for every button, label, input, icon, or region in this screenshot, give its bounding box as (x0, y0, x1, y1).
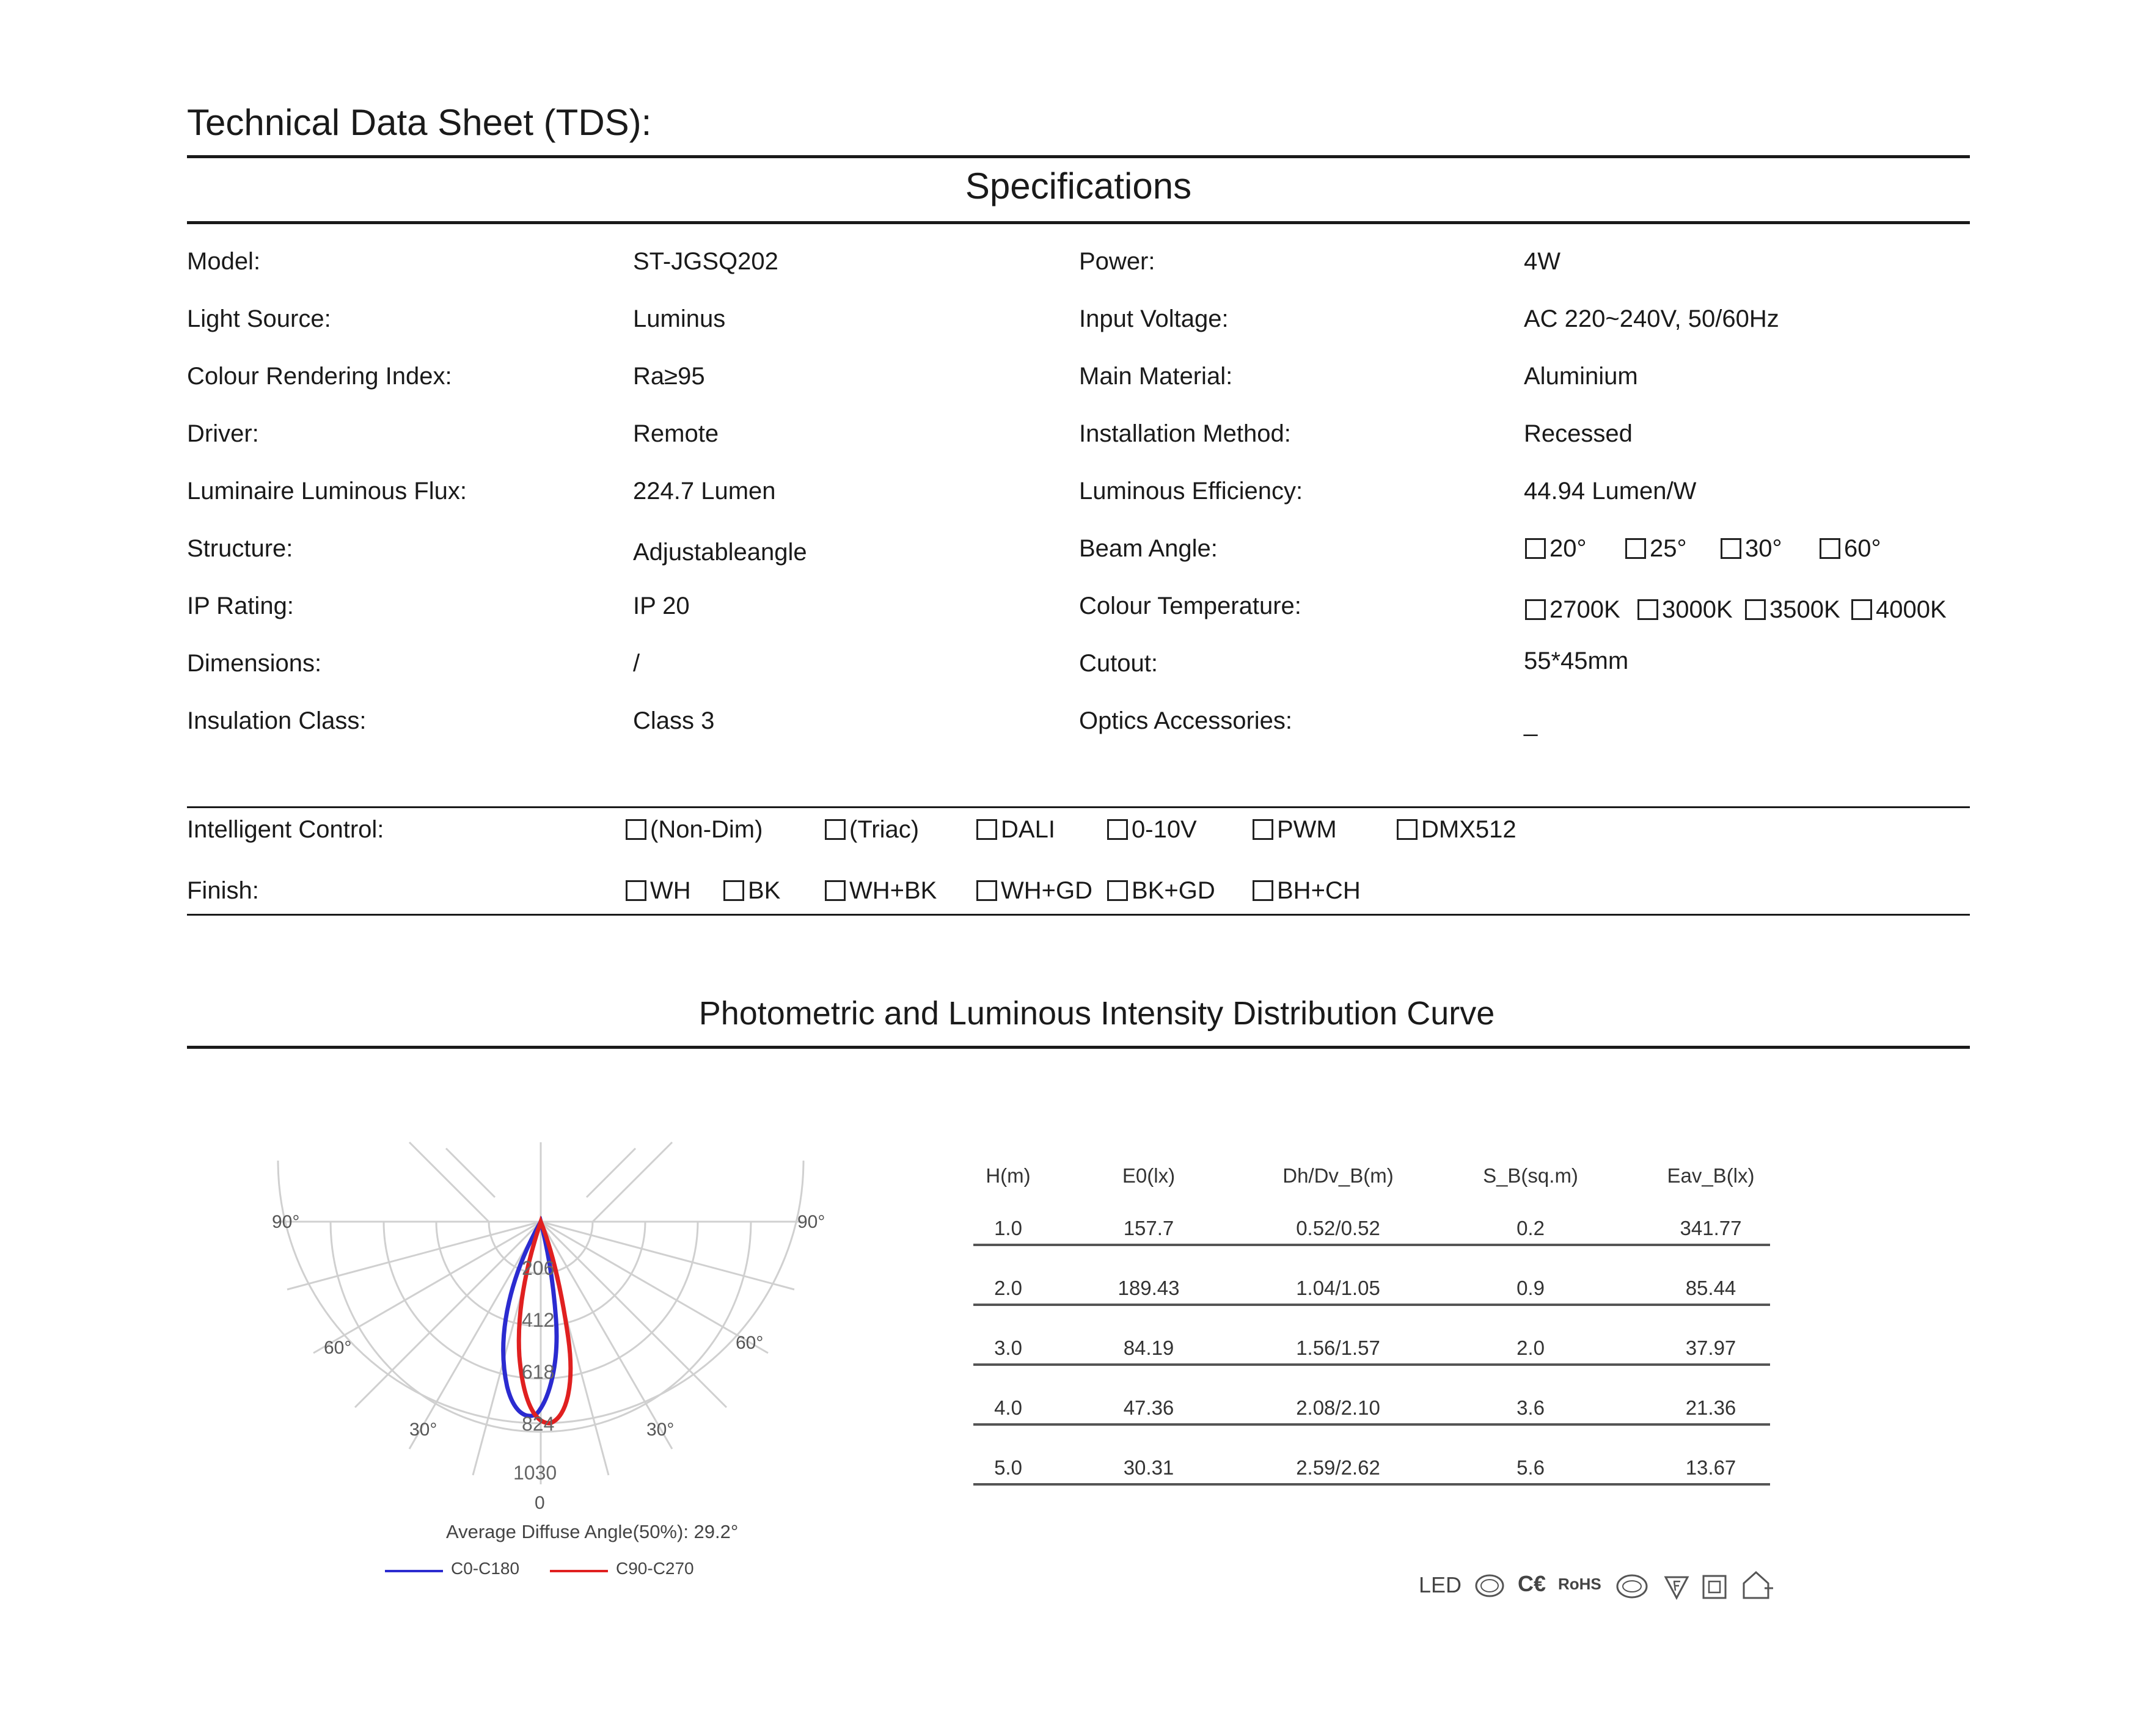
table-cell: 3.6 (1517, 1396, 1545, 1419)
class-ii-icon (1701, 1574, 1728, 1600)
radial-label: 824 (522, 1413, 555, 1435)
rohs-mark: RoHS (1558, 1575, 1601, 1593)
options-top-divider (187, 806, 1970, 808)
legend-swatch-c0 (385, 1570, 443, 1572)
radial-label: 206 (522, 1257, 555, 1279)
spec-value: 55*45mm (1524, 647, 1629, 674)
title-divider (187, 155, 1970, 158)
spec-value: ST-JGSQ202 (633, 248, 778, 275)
table-header: Dh/Dv_B(m) (1282, 1164, 1394, 1187)
spec-label: Luminous Efficiency: (1079, 478, 1303, 505)
indoor-use-icon (1740, 1570, 1774, 1602)
table-cell: 2.59/2.62 (1296, 1456, 1380, 1479)
checkbox[interactable] (976, 880, 997, 901)
control-option[interactable]: 0-10V (1107, 816, 1197, 844)
beam-angle-option[interactable]: 30° (1721, 535, 1782, 563)
finish-option[interactable]: WH+GD (976, 877, 1092, 905)
colour-temperature-option[interactable]: 3500K (1745, 596, 1840, 624)
spec-value: Recessed (1524, 420, 1633, 447)
finish-option[interactable]: BH+CH (1253, 877, 1361, 905)
table-cell: 0.9 (1517, 1277, 1545, 1299)
table-cell: 1.56/1.57 (1296, 1337, 1380, 1359)
control-label: Intelligent Control: (187, 816, 384, 843)
checkbox[interactable] (1107, 819, 1128, 840)
checkbox[interactable] (1721, 538, 1741, 559)
radial-label: 1030 (513, 1462, 557, 1484)
colour-temperature-option[interactable]: 2700K (1525, 596, 1620, 624)
angle-label: 0 (535, 1493, 545, 1513)
spec-label: Cutout: (1079, 650, 1158, 677)
spec-value: Aluminium (1524, 363, 1638, 390)
control-option[interactable]: (Non-Dim) (626, 816, 763, 844)
cqc-icon (1615, 1572, 1648, 1600)
radial-label: 412 (522, 1309, 555, 1331)
table-row-divider (973, 1423, 1770, 1426)
table-cell: 37.97 (1685, 1337, 1736, 1359)
beam-angle-option[interactable]: 20° (1525, 535, 1587, 563)
spec-value: AC 220~240V, 50/60Hz (1524, 305, 1779, 332)
table-header: H(m) (986, 1164, 1031, 1187)
angle-label: 30° (646, 1420, 675, 1440)
spec-label: Power: (1079, 248, 1155, 275)
spec-value: 44.94 Lumen/W (1524, 478, 1697, 505)
table-cell: 3.0 (994, 1337, 1022, 1359)
spec-label: Main Material: (1079, 363, 1233, 390)
spec-value: Adjustableangle (633, 539, 807, 566)
checkbox[interactable] (1253, 880, 1273, 901)
table-cell: 5.6 (1517, 1456, 1545, 1479)
legend-label-c0: C0-C180 (451, 1559, 520, 1578)
specifications-divider (187, 221, 1970, 224)
spec-label: Dimensions: (187, 650, 322, 677)
table-cell: 47.36 (1123, 1396, 1174, 1419)
curve-heading-divider (187, 1046, 1970, 1049)
table-row-divider (973, 1244, 1770, 1246)
curve-heading: Photometric and Luminous Intensity Distribution Curve (698, 995, 1495, 1032)
spec-label: Model: (187, 248, 261, 275)
led-mark: LED (1419, 1572, 1462, 1597)
table-cell: 84.19 (1123, 1337, 1174, 1359)
table-cell: 85.44 (1685, 1277, 1736, 1299)
spec-value: 4W (1524, 248, 1560, 275)
table-header: Eav_B(lx) (1667, 1164, 1755, 1187)
spec-label: Structure: (187, 535, 293, 562)
beam-angle-option[interactable]: 25° (1625, 535, 1687, 563)
beam-angle-option[interactable]: 60° (1820, 535, 1881, 563)
table-cell: 1.0 (994, 1217, 1022, 1239)
spec-label: Light Source: (187, 305, 331, 332)
table-row-divider (973, 1304, 1770, 1306)
checkbox[interactable] (1637, 599, 1658, 620)
legend-label-c90: C90-C270 (616, 1559, 694, 1578)
checkbox[interactable] (1851, 599, 1872, 620)
ce-mark: C€ (1518, 1571, 1546, 1596)
checkbox[interactable] (1625, 538, 1646, 559)
colour-temperature-option[interactable]: 3000K (1637, 596, 1733, 624)
table-cell: 0.2 (1517, 1217, 1545, 1239)
finish-option[interactable]: BK (723, 877, 780, 905)
spec-label: Driver: (187, 420, 259, 447)
table-row-divider (973, 1363, 1770, 1366)
radial-label: 618 (522, 1361, 555, 1383)
table-header: E0(lx) (1122, 1164, 1176, 1187)
checkbox[interactable] (626, 880, 646, 901)
spec-value: _ (1524, 710, 1538, 737)
table-cell: 13.67 (1685, 1456, 1736, 1479)
checkbox[interactable] (723, 880, 744, 901)
angle-label: 90° (797, 1212, 825, 1232)
checkbox[interactable] (825, 880, 846, 901)
checkbox[interactable] (976, 819, 997, 840)
control-option[interactable]: DALI (976, 816, 1055, 844)
control-option[interactable]: PWM (1253, 816, 1337, 844)
spec-label: Colour Temperature: (1079, 593, 1301, 619)
spec-value: Remote (633, 420, 719, 447)
checkbox[interactable] (626, 819, 646, 840)
angle-label: 60° (324, 1338, 352, 1358)
legend-swatch-c90 (550, 1570, 608, 1572)
checkbox[interactable] (1107, 880, 1128, 901)
spec-label: Colour Rendering Index: (187, 363, 452, 390)
spec-label: Input Voltage: (1079, 305, 1229, 332)
spec-label: Installation Method: (1079, 420, 1291, 447)
f-mark-icon (1663, 1574, 1690, 1600)
spec-value: Class 3 (633, 707, 715, 734)
checkbox[interactable] (1745, 599, 1766, 620)
table-cell: 2.0 (1517, 1337, 1545, 1359)
table-cell: 0.52/0.52 (1296, 1217, 1380, 1239)
table-header: S_B(sq.m) (1483, 1164, 1578, 1187)
page-title: Technical Data Sheet (TDS): (187, 102, 652, 143)
finish-option[interactable]: WH (626, 877, 691, 905)
spec-value: / (633, 650, 640, 677)
control-option[interactable]: (Triac) (825, 816, 919, 844)
ccc-icon (1474, 1570, 1506, 1602)
spec-label: IP Rating: (187, 593, 294, 619)
angle-label: 60° (736, 1333, 764, 1353)
spec-value: 224.7 Lumen (633, 478, 776, 505)
angle-label: 30° (409, 1420, 437, 1440)
table-cell: 2.0 (994, 1277, 1022, 1299)
spec-value: Ra≥95 (633, 363, 705, 390)
polar-caption: Average Diffuse Angle(50%): 29.2° (446, 1521, 739, 1542)
spec-label: Optics Accessories: (1079, 707, 1293, 734)
control-option[interactable]: DMX512 (1397, 816, 1517, 844)
table-cell: 21.36 (1685, 1396, 1736, 1419)
checkbox[interactable] (1525, 599, 1546, 620)
table-cell: 341.77 (1680, 1217, 1742, 1239)
spec-label: Beam Angle: (1079, 535, 1218, 562)
finish-option[interactable]: BK+GD (1107, 877, 1215, 905)
table-cell: 2.08/2.10 (1296, 1396, 1380, 1419)
table-cell: 5.0 (994, 1456, 1022, 1479)
table-row-divider (973, 1483, 1770, 1486)
checkbox[interactable] (1525, 538, 1546, 559)
checkbox[interactable] (1397, 819, 1418, 840)
checkbox[interactable] (1820, 538, 1840, 559)
specifications-heading: Specifications (965, 166, 1192, 206)
spec-label: Insulation Class: (187, 707, 367, 734)
table-cell: 30.31 (1123, 1456, 1174, 1479)
table-cell: 157.7 (1123, 1217, 1174, 1239)
table-cell: 189.43 (1118, 1277, 1180, 1299)
spec-label: Luminaire Luminous Flux: (187, 478, 467, 505)
spec-value: Luminus (633, 305, 726, 332)
options-bottom-divider (187, 914, 1970, 916)
checkbox[interactable] (1253, 819, 1273, 840)
angle-label: 90° (272, 1212, 300, 1232)
colour-temperature-option[interactable]: 4000K (1851, 596, 1947, 624)
finish-label: Finish: (187, 877, 259, 904)
spec-value: IP 20 (633, 593, 690, 619)
table-cell: 4.0 (994, 1396, 1022, 1419)
finish-option[interactable]: WH+BK (825, 877, 937, 905)
table-cell: 1.04/1.05 (1296, 1277, 1380, 1299)
checkbox[interactable] (825, 819, 846, 840)
